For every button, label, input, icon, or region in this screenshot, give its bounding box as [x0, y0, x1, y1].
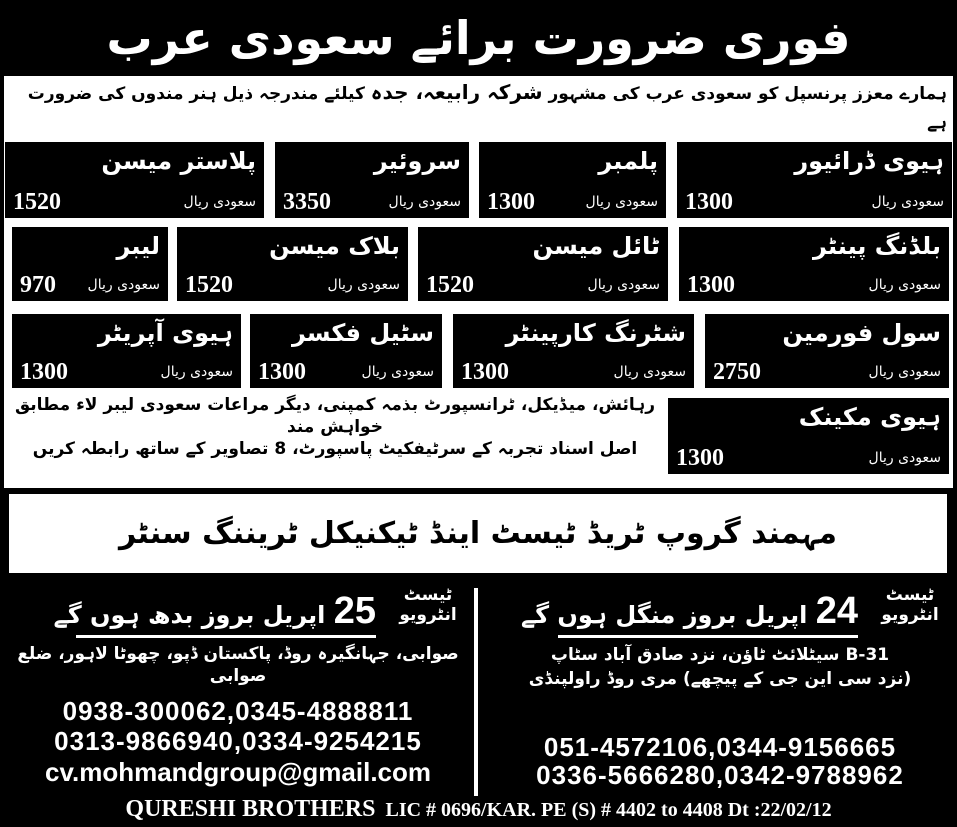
address: صوابی، جہانگیرہ روڈ، پاکستان ڈپو، چھوٹا لاہور، ضلع صوابی: [17, 644, 459, 686]
job-salary: 1520: [185, 272, 233, 298]
job-box: [177, 227, 408, 301]
salary-row: [20, 359, 233, 385]
currency-label: سعودی ریال: [183, 194, 256, 210]
job-salary: 2750: [713, 359, 761, 385]
job-title: پلمبر: [598, 147, 658, 175]
job-title: ہیوی مکینک: [798, 403, 941, 431]
currency-label: سعودی ریال: [585, 194, 658, 210]
headline: فوری ضرورت برائے سعودی عرب: [106, 10, 851, 65]
job-title: سٹیل فکسر: [292, 319, 434, 347]
job-title: پلاستر میسن: [101, 147, 256, 175]
footer: [0, 794, 957, 825]
salary-row: [487, 189, 658, 215]
currency-label: سعودی ریال: [613, 364, 686, 380]
job-salary: 1300: [20, 359, 68, 385]
phone-line: 0938-300062,0345-4888811: [62, 696, 414, 726]
interview-date: 25 اپریل بروز بدھ ہوں گے: [53, 590, 376, 632]
phone-line: 0336-5666280,0342-9788962: [536, 760, 904, 790]
salary-row: [676, 445, 941, 471]
job-box: [677, 142, 952, 218]
currency-label: سعودی ریال: [160, 364, 233, 380]
job-salary: 1300: [461, 359, 509, 385]
divider: [474, 588, 478, 796]
job-box: [12, 314, 241, 388]
training-center-title: مہمند گروپ ٹریڈ ٹیسٹ اینڈ ٹیکنیکل ٹریننگ سنٹر: [9, 494, 947, 573]
left-venue: [8, 585, 468, 790]
currency-label: سعودی ریال: [871, 194, 944, 210]
job-salary: 1300: [685, 189, 733, 215]
job-salary: 1520: [13, 189, 61, 215]
job-title: لیبر: [116, 232, 160, 260]
phone-line: 051-4572106,0344-9156665: [543, 732, 897, 762]
job-box: [12, 227, 168, 301]
salary-row: [426, 272, 660, 298]
job-box: [479, 142, 666, 218]
job-title: شٹرنگ کارپینٹر: [505, 319, 686, 347]
job-title: سروئیر: [373, 147, 461, 175]
salary-row: [283, 189, 461, 215]
agency-name: QURESHI BROTHERS: [125, 796, 376, 822]
salary-row: [258, 359, 434, 385]
address: B-31 سیٹلائٹ ٹاؤن، نزد صادق آباد سٹاپ (نزد سی این جی کے پیچھے) مری روڈ راولپنڈی: [528, 645, 912, 689]
job-title: ٹائل میسن: [532, 232, 660, 260]
license-info: LIC # 0696/KAR. PE (S) # 4402 to 4408 Dt :22/02/12: [385, 799, 832, 821]
job-box: [668, 398, 949, 474]
intro-before: ہمارے معزز پرنسپل کو سعودی عرب کی مشہور: [548, 84, 947, 104]
perks-line: اصل اسناد تجربہ کے سرٹیفکیٹ پاسپورٹ، 8 تصاویر کے ساتھ رابطہ کریں: [32, 439, 638, 459]
underline: [558, 635, 858, 638]
job-title: ہیوی آپریٹر: [97, 319, 233, 347]
currency-label: سعودی ریال: [327, 277, 400, 293]
currency-label: سعودی ریال: [361, 364, 434, 380]
job-title: ہیوی ڈرائیور: [794, 147, 944, 175]
job-salary: 3350: [283, 189, 331, 215]
perks-line: رہائش، میڈیکل، ٹرانسپورٹ بذمہ کمپنی، دیگر مراعات سعودی لیبر لاء مطابق خواہش مند: [14, 395, 656, 437]
perks-text: [12, 394, 658, 460]
job-salary: 1300: [258, 359, 306, 385]
job-salary: 1300: [687, 272, 735, 298]
right-venue: [490, 585, 950, 790]
currency-label: سعودی ریال: [587, 277, 660, 293]
interview-date: 24 اپریل بروز منگل ہوں گے: [521, 590, 858, 632]
job-box: [275, 142, 469, 218]
intro-text: [10, 78, 947, 140]
test-interview-label: ٹیسٹ انٹرویو: [881, 585, 939, 625]
company-name: شرکہ رابیعہ، جدہ: [370, 80, 543, 104]
job-box: [679, 227, 949, 301]
salary-row: [687, 272, 941, 298]
salary-row: [185, 272, 400, 298]
currency-label: سعودی ریال: [868, 277, 941, 293]
job-title: بلاک میسن: [269, 232, 400, 260]
job-box: [705, 314, 949, 388]
currency-label: سعودی ریال: [868, 364, 941, 380]
currency-label: سعودی ریال: [87, 277, 160, 293]
job-title: بلڈنگ پینٹر: [813, 232, 941, 260]
job-salary: 970: [20, 272, 56, 298]
job-box: [5, 142, 264, 218]
job-salary: 1300: [676, 445, 724, 471]
salary-row: [461, 359, 686, 385]
underline: [76, 635, 376, 638]
salary-row: [13, 189, 256, 215]
currency-label: سعودی ریال: [868, 450, 941, 466]
job-title: سول فورمین: [782, 319, 941, 347]
salary-row: [713, 359, 941, 385]
email[interactable]: cv.mohmandgroup@gmail.com: [44, 757, 432, 787]
salary-row: [685, 189, 944, 215]
job-salary: 1520: [426, 272, 474, 298]
job-salary: 1300: [487, 189, 535, 215]
salary-row: [20, 272, 160, 298]
job-box: [418, 227, 668, 301]
currency-label: سعودی ریال: [388, 194, 461, 210]
job-box: [453, 314, 694, 388]
test-interview-label: ٹیسٹ انٹرویو: [399, 585, 457, 625]
phone-line: 0313-9866940,0334-9254215: [54, 726, 422, 756]
job-box: [250, 314, 442, 388]
intro-after: کیلئے مندرجہ ذیل ہنر مندوں کی ضرورت ہے: [27, 84, 947, 133]
